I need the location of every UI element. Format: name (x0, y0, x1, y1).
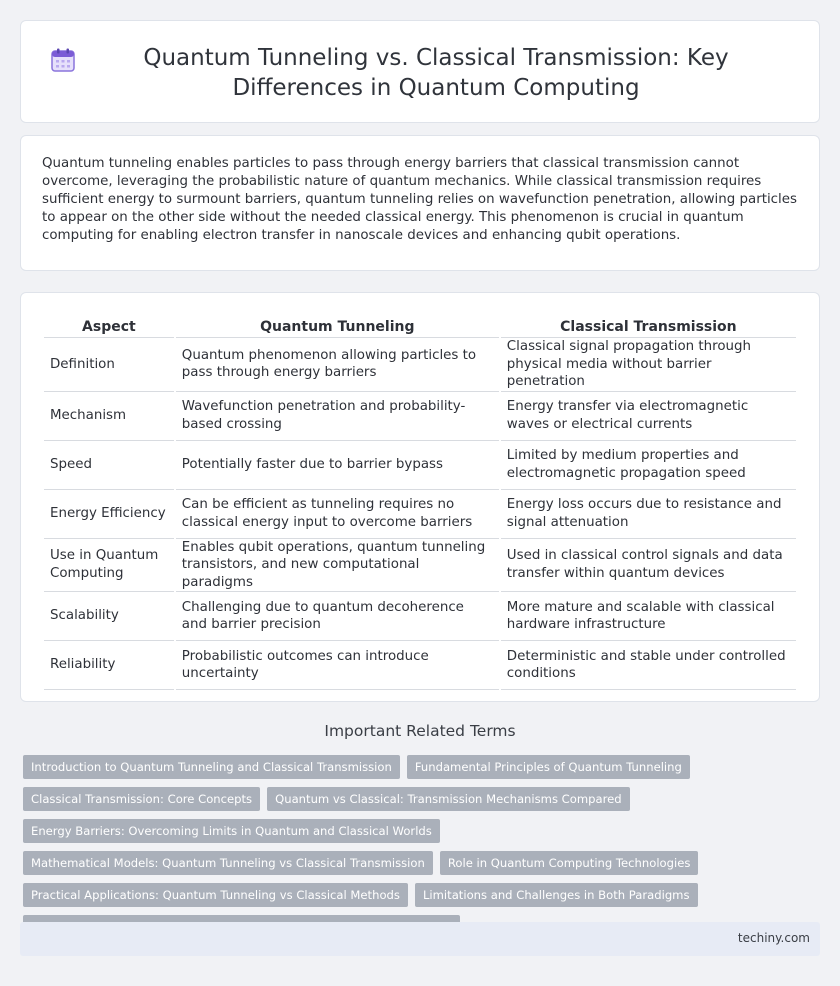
table-cell-classical: Limited by medium properties and electromagnetic propagation speed (501, 441, 796, 490)
table-cell-aspect: Definition (44, 338, 174, 392)
related-terms-title: Important Related Terms (324, 722, 516, 740)
comparison-card (20, 292, 820, 702)
related-term-tag[interactable]: Mathematical Models: Quantum Tunneling vs Classical Transmission (23, 851, 433, 875)
table-row (44, 490, 796, 539)
table-cell-aspect: Speed (44, 441, 174, 490)
page-title: Quantum Tunneling vs. Classical Transmission: Key Differences in Quantum Computing (143, 45, 729, 101)
related-term-tag[interactable]: Quantum vs Classical: Transmission Mechanisms Compared (267, 787, 630, 811)
table-cell-classical: Used in classical control signals and data transfer within quantum devices (501, 539, 796, 593)
table-cell-classical: Energy transfer via electromagnetic waves or electrical currents (501, 392, 796, 441)
related-terms-list (23, 755, 823, 939)
table-cell-classical: Deterministic and stable under controlled conditions (501, 641, 796, 690)
table-row (44, 441, 796, 490)
intro-paragraph: Quantum tunneling enables particles to pass through energy barriers that classical transmission cannot overcome, leveraging the probabilistic nature of quantum mechanics. While classical transmission requires sufficient energy to surmount barriers, quantum tunneling relies on wavefunction penetration, allowing particles to appear on the other side without the needed classical energy. This phenomenon is crucial in quantum computing for enabling electron transfer in nanoscale devices and enhancing qubit operations. (42, 156, 797, 243)
related-term-tag[interactable]: Practical Applications: Quantum Tunneling vs Classical Methods (23, 883, 408, 907)
table-cell-aspect: Scalability (44, 592, 174, 641)
intro-card (20, 135, 820, 271)
related-term-tag[interactable]: Classical Transmission: Core Concepts (23, 787, 260, 811)
table-cell-classical: Energy loss occurs due to resistance and signal attenuation (501, 490, 796, 539)
table-cell-quantum: Challenging due to quantum decoherence and barrier precision (176, 592, 499, 641)
title-card (20, 20, 820, 123)
table-header-row (44, 316, 796, 338)
related-term-tag[interactable]: Role in Quantum Computing Technologies (440, 851, 699, 875)
column-header-quantum-tunneling: Quantum Tunneling (176, 316, 499, 338)
table-row (44, 338, 796, 392)
table-cell-quantum: Quantum phenomenon allowing particles to pass through energy barriers (176, 338, 499, 392)
table-row (44, 539, 796, 593)
related-term-tag[interactable]: Limitations and Challenges in Both Paradigms (415, 883, 698, 907)
table-cell-quantum: Potentially faster due to barrier bypass (176, 441, 499, 490)
table-cell-aspect: Mechanism (44, 392, 174, 441)
footer (20, 922, 820, 956)
table-cell-classical: Classical signal propagation through physical media without barrier penetration (501, 338, 796, 392)
related-term-tag[interactable]: Fundamental Principles of Quantum Tunneling (407, 755, 690, 779)
footer-site-name[interactable]: techiny.com (737, 931, 810, 945)
table-row (44, 592, 796, 641)
table-cell-aspect: Energy Efficiency (44, 490, 174, 539)
related-term-tag[interactable]: Energy Barriers: Overcoming Limits in Quantum and Classical Worlds (23, 819, 440, 843)
column-header-aspect: Aspect (44, 316, 174, 338)
column-header-classical-transmission: Classical Transmission (501, 316, 796, 338)
table-row (44, 641, 796, 690)
table-cell-quantum: Wavefunction penetration and probability-based crossing (176, 392, 499, 441)
table-cell-quantum: Can be efficient as tunneling requires no classical energy input to overcome barriers (176, 490, 499, 539)
table-cell-aspect: Reliability (44, 641, 174, 690)
table-cell-quantum: Probabilistic outcomes can introduce uncertainty (176, 641, 499, 690)
table-row (44, 392, 796, 441)
table-cell-quantum: Enables qubit operations, quantum tunneling transistors, and new computational paradigms (176, 539, 499, 593)
table-cell-classical: More mature and scalable with classical hardware infrastructure (501, 592, 796, 641)
comparison-table (42, 316, 798, 690)
table-cell-aspect: Use in Quantum Computing (44, 539, 174, 593)
related-term-tag[interactable]: Introduction to Quantum Tunneling and Classical Transmission (23, 755, 400, 779)
